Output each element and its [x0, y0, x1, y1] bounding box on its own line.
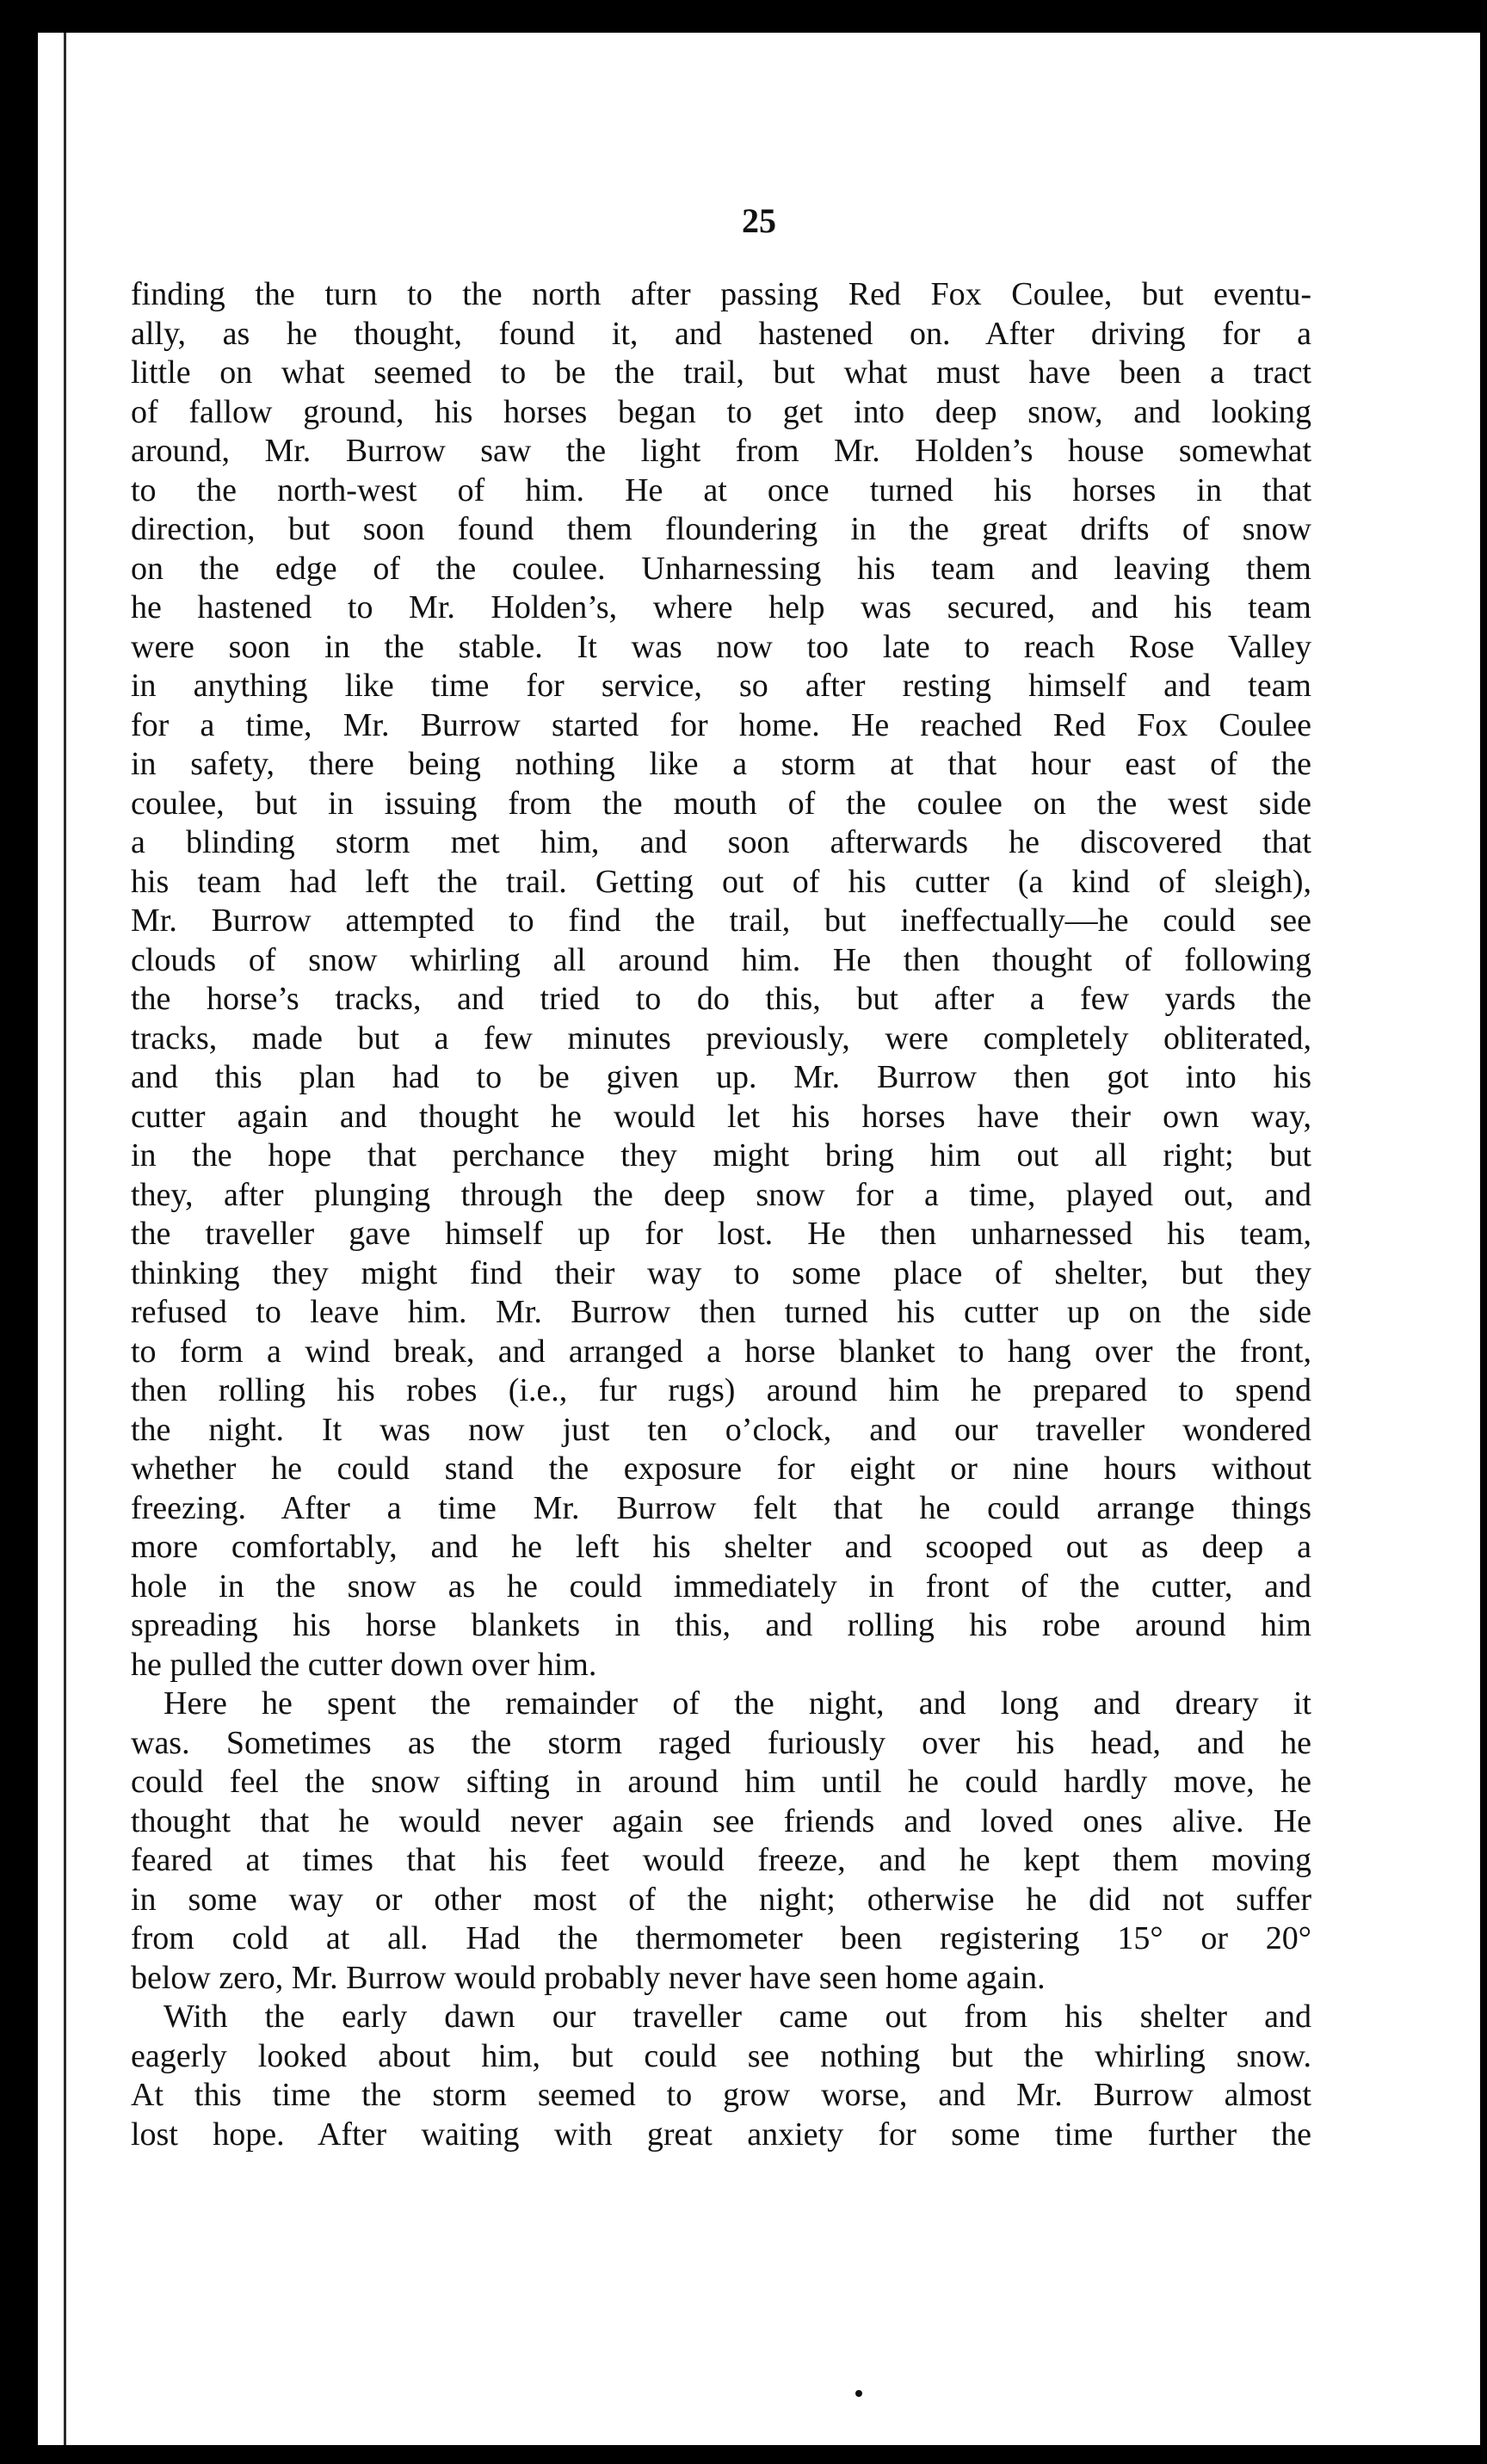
text-line: eagerly looked about him, but could see nothing but the whirling snow.: [131, 2037, 1311, 2074]
text-line: the horse’s tracks, and tried to do this, but after a few yards the: [131, 981, 1311, 1017]
page-number: 25: [742, 201, 776, 240]
text-line: At this time the storm seemed to grow worse, and Mr. Burrow almost: [131, 2077, 1311, 2113]
text-line: they, after plunging through the deep snow for a time, played out, and: [131, 1176, 1311, 1213]
paragraph-start-line: With the early dawn our traveller came out from his shelter and: [164, 1999, 1311, 2035]
text-line: more comfortably, and he left his shelter and scooped out as deep a: [131, 1529, 1311, 1565]
page-dot-mark: [855, 2390, 862, 2397]
text-line: a blinding storm met him, and soon afterwards he discovered that: [131, 824, 1311, 860]
text-line: coulee, but in issuing from the mouth of the coulee on the west side: [131, 785, 1311, 822]
text-line: direction, but soon found them floundering in the great drifts of snow: [131, 511, 1311, 547]
text-line: of fallow ground, his horses began to get into deep snow, and looking: [131, 393, 1311, 430]
text-line: the night. It was now just ten o’clock, and our traveller wondered: [131, 1411, 1311, 1448]
text-line: Mr. Burrow attempted to find the trail, but ineffectually—he could see: [131, 902, 1311, 939]
text-line: around, Mr. Burrow saw the light from Mr. Holden’s house somewhat: [131, 433, 1311, 469]
text-line: from cold at all. Had the thermometer been registering 15° or 20°: [131, 1920, 1311, 1956]
text-line: to form a wind break, and arranged a horse blanket to hang over the front,: [131, 1333, 1311, 1370]
text-line: hole in the snow as he could immediately in front of the cutter, and: [131, 1568, 1311, 1605]
text-line: lost hope. After waiting with great anxiety for some time further the: [131, 2116, 1311, 2153]
text-line: he hastened to Mr. Holden’s, where help was secured, and his team: [131, 589, 1311, 625]
text-line: tracks, made but a few minutes previously, were completely obliterated,: [131, 1019, 1311, 1056]
text-line: then rolling his robes (i.e., fur rugs) around him he prepared to spend: [131, 1372, 1311, 1408]
text-line: in safety, there being nothing like a storm at that hour east of the: [131, 746, 1311, 782]
text-line: cutter again and thought he would let his horses have their own way,: [131, 1098, 1311, 1135]
book-page: [38, 33, 1480, 2445]
page-gutter-line: [64, 33, 66, 2445]
text-line: little on what seemed to be the trail, but what must have been a tract: [131, 354, 1311, 391]
text-line: in some way or other most of the night; otherwise he did not suffer: [131, 1881, 1311, 1918]
text-line: spreading his horse blankets in this, and rolling his robe around him: [131, 1607, 1311, 1643]
text-line: the traveller gave himself up for lost. He then unharnessed his team,: [131, 1216, 1311, 1252]
text-line: in the hope that perchance they might bring him out all right; but: [131, 1137, 1311, 1173]
text-line: finding the turn to the north after passing Red Fox Coulee, but eventu-: [131, 276, 1311, 312]
text-line: clouds of snow whirling all around him. He then thought of following: [131, 941, 1311, 978]
text-line: for a time, Mr. Burrow started for home. He reached Red Fox Coulee: [131, 706, 1311, 743]
text-line: could feel the snow sifting in around him until he could hardly move, he: [131, 1764, 1311, 1800]
text-line: on the edge of the coulee. Unharnessing his team and leaving them: [131, 550, 1311, 587]
text-line: his team had left the trail. Getting out of his cutter (a kind of sleigh),: [131, 863, 1311, 900]
paragraph-start-line: Here he spent the remainder of the night, and long and dreary it: [164, 1685, 1311, 1722]
body-text: [131, 275, 1311, 2154]
text-line: in anything like time for service, so after resting himself and team: [131, 668, 1311, 704]
text-line: was. Sometimes as the storm raged furiously over his head, and he: [131, 1724, 1311, 1761]
text-line: and this plan had to be given up. Mr. Burrow then got into his: [131, 1059, 1311, 1095]
text-line: refused to leave him. Mr. Burrow then turned his cutter up on the side: [131, 1294, 1311, 1330]
text-line: ally, as he thought, found it, and hastened on. After driving for a: [131, 315, 1311, 352]
paragraph-end-line: below zero, Mr. Burrow would probably never have seen home again.: [131, 1959, 1046, 1996]
text-line: to the north-west of him. He at once turned his horses in that: [131, 471, 1311, 508]
text-line: whether he could stand the exposure for eight or nine hours without: [131, 1451, 1311, 1487]
text-line: were soon in the stable. It was now too late to reach Rose Valley: [131, 628, 1311, 665]
text-line: thought that he would never again see friends and loved ones alive. He: [131, 1802, 1311, 1839]
text-line: feared at times that his feet would freeze, and he kept them moving: [131, 1842, 1311, 1878]
text-line: thinking they might find their way to some place of shelter, but they: [131, 1254, 1311, 1291]
paragraph-end-line: he pulled the cutter down over him.: [131, 1646, 597, 1683]
text-line: freezing. After a time Mr. Burrow felt that he could arrange things: [131, 1489, 1311, 1526]
